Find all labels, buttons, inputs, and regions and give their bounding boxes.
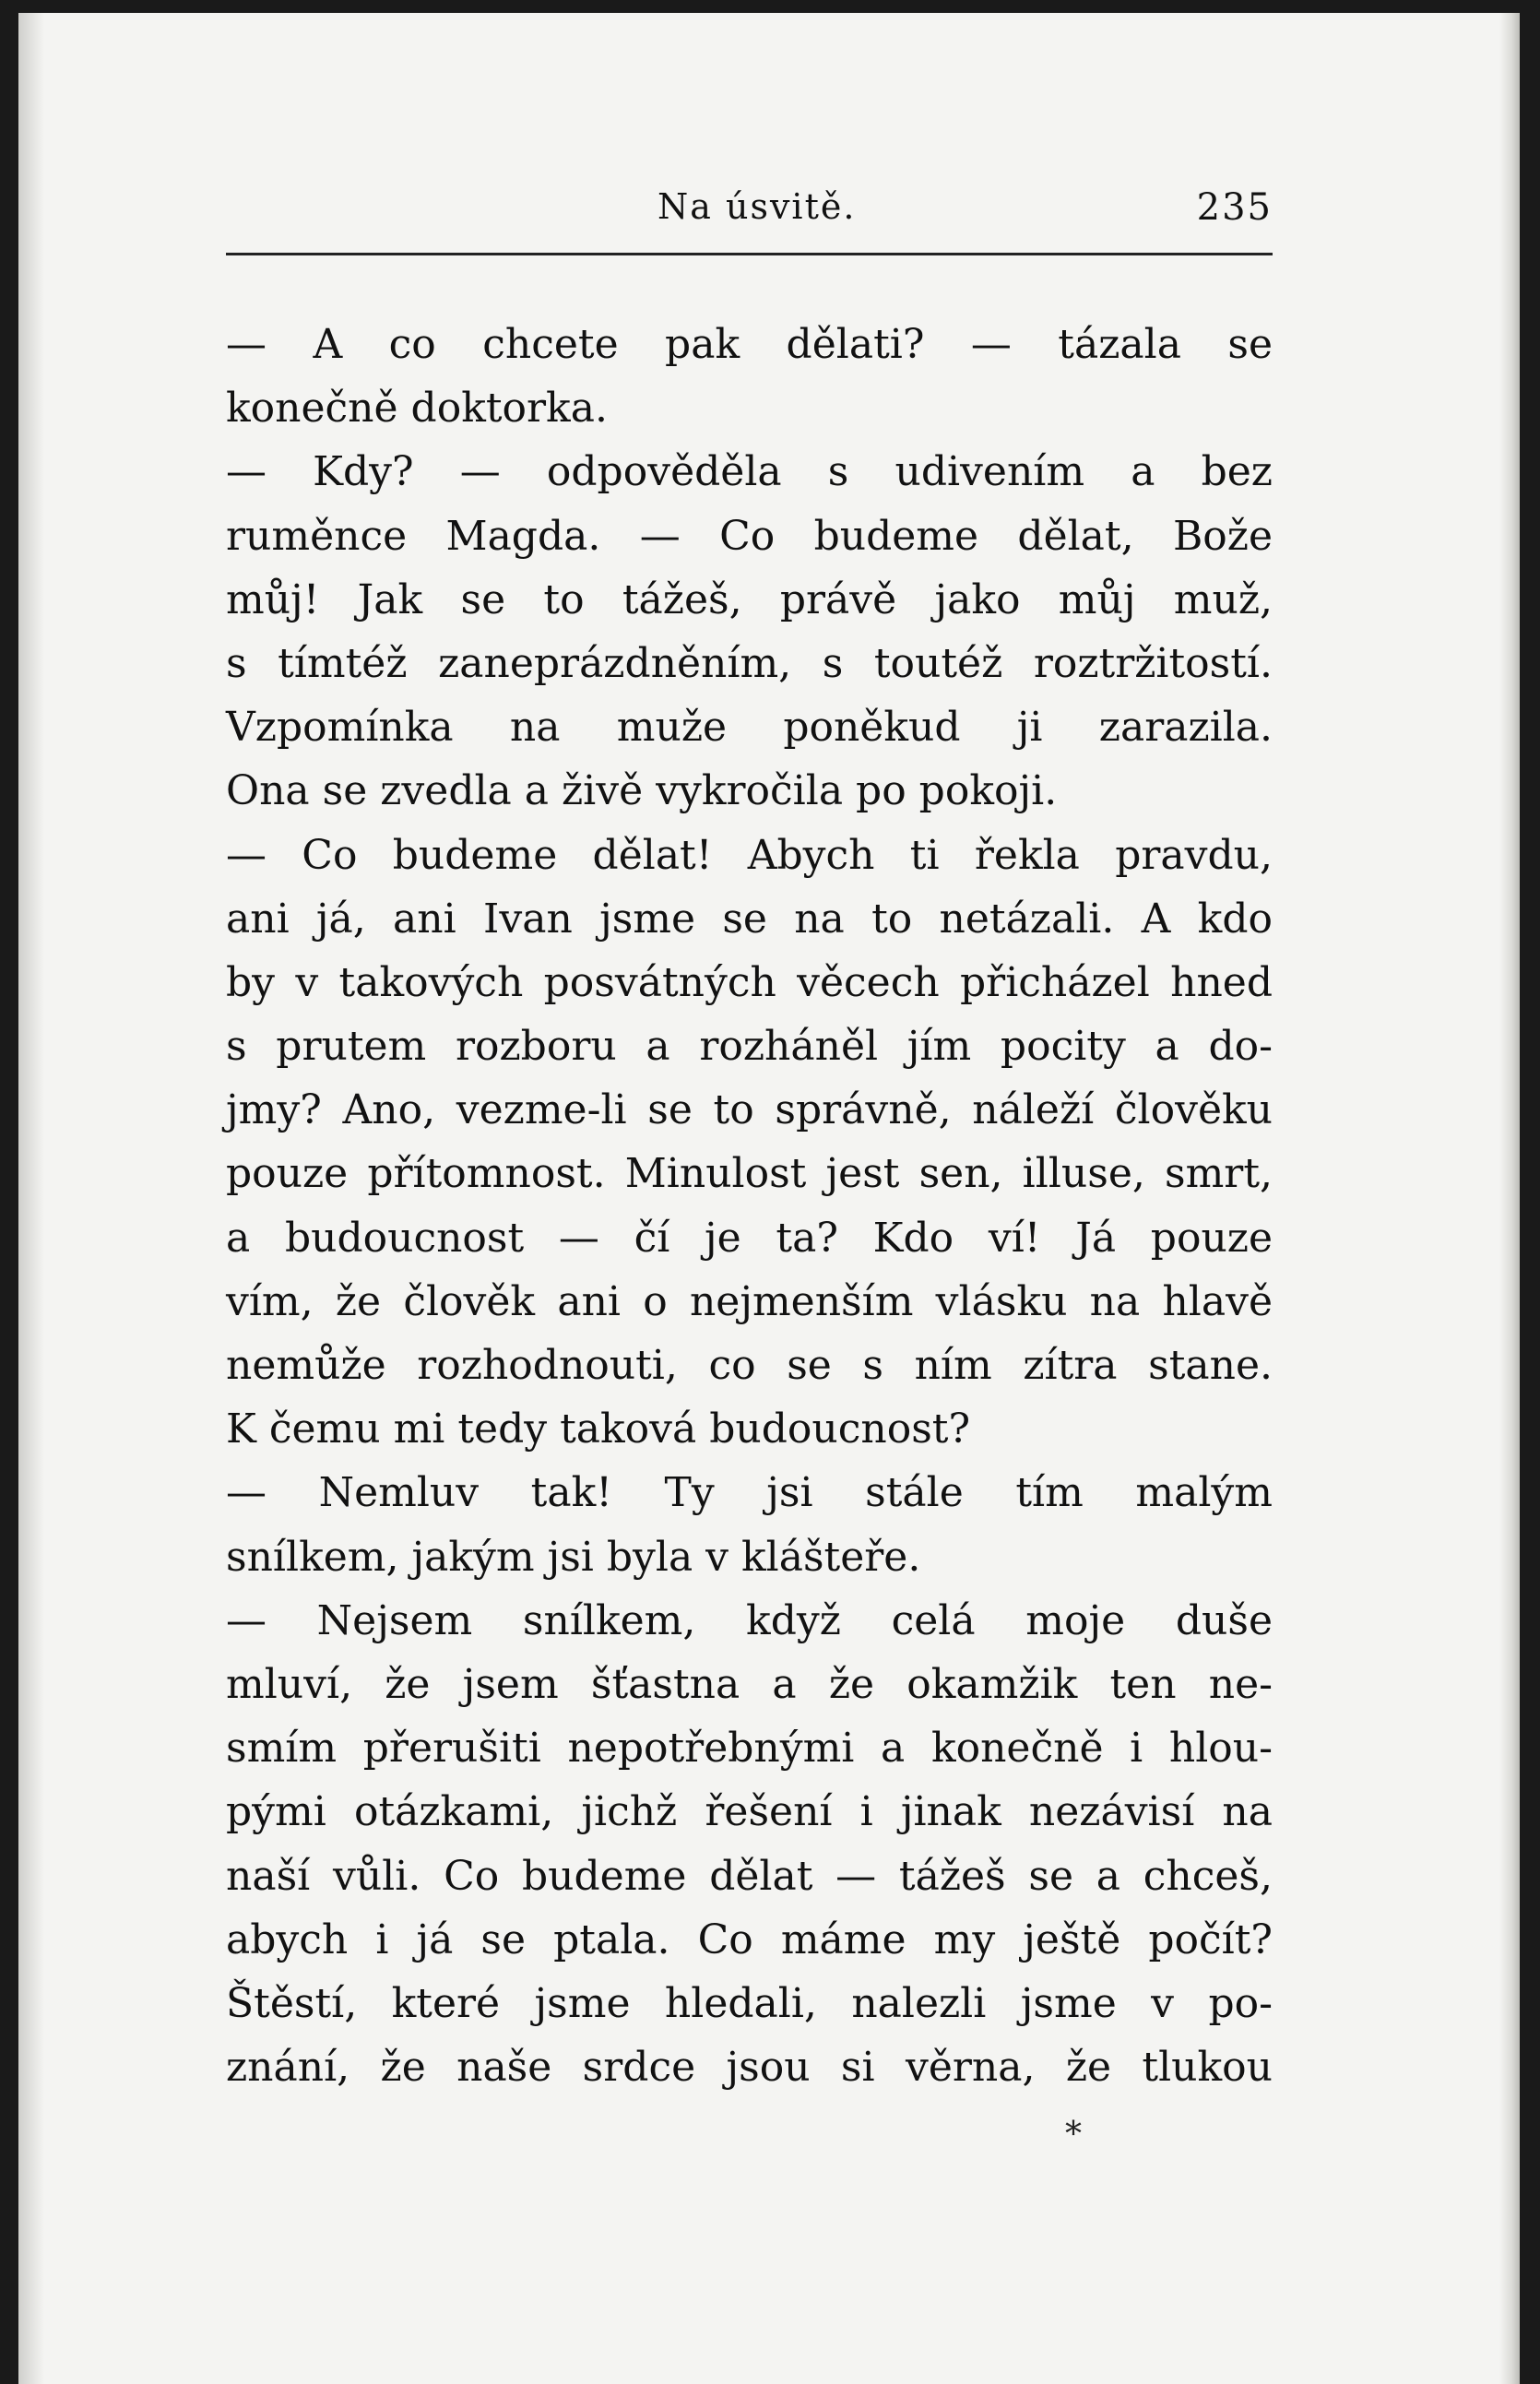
text-line: pými otázkami, jichž řešení i jinak nezávisí na (226, 1788, 1273, 1836)
running-title: Na úsvitě. (657, 186, 857, 227)
text-line: — Nemluv tak! Ty jsi stále tím malým (226, 1469, 1273, 1517)
header-rule (226, 253, 1273, 255)
text-line: Ona se zvedla a živě vykročila po pokoji. (226, 767, 1058, 815)
text-line: by v takových posvátných věcech přicházel hned (226, 958, 1273, 1006)
text-line: s prutem rozboru a rozháněl jím pocity a do- (226, 1023, 1273, 1071)
page-edge (1499, 13, 1520, 2384)
text-line: pouze přítomnost. Minulost jest sen, illuse, smrt, (226, 1150, 1273, 1198)
text-line: vím, že člověk ani o nejmenším vlásku na hlavě (226, 1277, 1273, 1325)
page-gutter (18, 13, 44, 2384)
text-line: — A co chcete pak dělati? — tázala se (226, 321, 1273, 368)
text-line: — Kdy? — odpověděla s udivením a bez (226, 448, 1273, 496)
book-page (18, 13, 1520, 2384)
text-line: nemůže rozhodnouti, co se s ním zítra stane. (226, 1342, 1273, 1389)
text-line: smím přerušiti nepotřebnými a konečně i hlou- (226, 1725, 1273, 1773)
text-line: abych i já se ptala. Co máme my ještě počít? (226, 1916, 1273, 1963)
text-line: mluví, že jsem šťastna a že okamžik ten ne- (226, 1660, 1273, 1708)
body-text (226, 313, 1273, 2099)
text-line: — Nejsem snílkem, když celá moje duše (226, 1596, 1273, 1644)
page-header (226, 186, 1273, 245)
text-line: a budoucnost — čí je ta? Kdo ví! Já pouze (226, 1214, 1273, 1262)
text-line: K čemu mi tedy taková budoucnost? (226, 1405, 971, 1453)
page-number: 235 (1196, 186, 1273, 229)
text-line: naší vůli. Co budeme dělat — tážeš se a chceš, (226, 1852, 1273, 1900)
text-line: snílkem, jakým jsi byla v klášteře. (226, 1533, 921, 1581)
text-line: konečně doktorka. (226, 385, 608, 433)
text-line: Vzpomínka na muže poněkud ji zarazila. (226, 704, 1273, 752)
signature-mark: * (1065, 2116, 1082, 2153)
text-line: ruměnce Magda. — Co budeme dělat, Bože (226, 512, 1273, 560)
text-line: Štěstí, které jsme hledali, nalezli jsme v po- (226, 1979, 1273, 2027)
text-line: ani já, ani Ivan jsme se na to netázali. A kdo (226, 895, 1273, 943)
text-line: s tímtéž zaneprázdněním, s toutéž roztržitostí. (226, 639, 1273, 687)
text-line: jmy? Ano, vezme-li se to správně, náleží člověku (226, 1086, 1273, 1134)
text-line: znání, že naše srdce jsou si věrna, že tlukou (226, 2044, 1273, 2092)
text-line: můj! Jak se to tážeš, právě jako můj muž, (226, 575, 1273, 623)
text-line: — Co budeme dělat! Abych ti řekla pravdu, (226, 831, 1273, 879)
